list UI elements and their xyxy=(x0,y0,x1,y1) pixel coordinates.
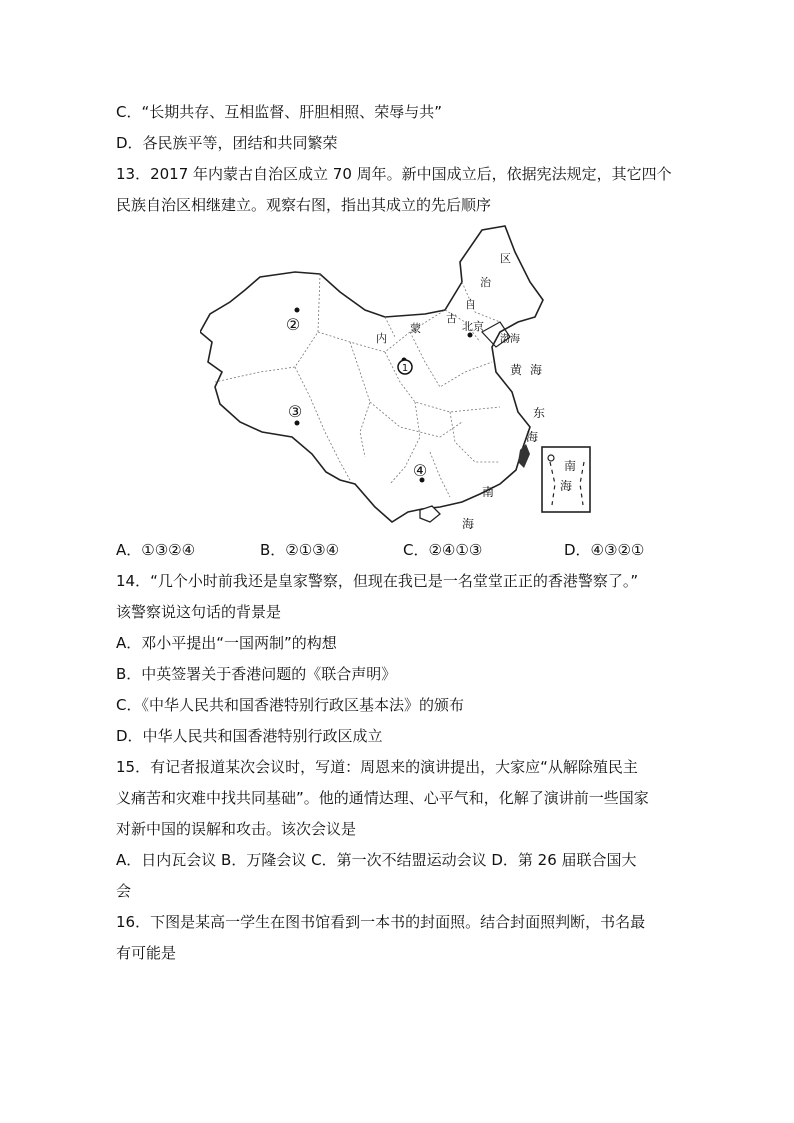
map-marker-3: ③ xyxy=(287,402,303,421)
label-beijing: 北京 xyxy=(462,320,484,333)
label-nanhai-2: 海 xyxy=(462,517,475,530)
q13-option-c: C．②④①③ xyxy=(403,541,483,559)
hainan xyxy=(420,506,440,522)
q12-option-c: C．“长期共存、互相监督、肝胆相照、荣辱与共” xyxy=(116,103,443,121)
province-borders xyxy=(215,274,500,497)
label-qu: 区 xyxy=(500,252,511,265)
q14-option-d: D．中华人民共和国香港特别行政区成立 xyxy=(116,727,383,745)
q16-stem-line-1: 16．下图是某高一学生在图书馆看到一本书的封面照。结合封面照判断，书名最 xyxy=(116,913,646,931)
q14-stem-line-1: 14．“几个小时前我还是皇家警察，但现在我已是一名堂堂正正的香港警察了。” xyxy=(116,572,639,590)
label-inset-1: 南 xyxy=(564,459,577,473)
china-map xyxy=(200,222,605,530)
q12-option-d: D．各民族平等，团结和共同繁荣 xyxy=(116,134,338,152)
label-nei: 内 xyxy=(376,332,387,345)
label-huanghai-2: 海 xyxy=(530,363,543,377)
q16-stem-line-2: 有可能是 xyxy=(116,944,177,962)
beijing-dot xyxy=(468,333,473,338)
label-donghai-2: 海 xyxy=(526,430,539,444)
q13-option-b: B．②①③④ xyxy=(260,541,340,559)
map-marker-1: 1 xyxy=(401,363,409,374)
label-nanhai-1: 南 xyxy=(482,485,495,499)
label-gu: 古 xyxy=(446,312,457,325)
q13-stem-line-1: 13．2017 年内蒙古自治区成立 70 周年。新中国成立后，依据宪法规定，其它四个 xyxy=(116,165,672,183)
marker-dot-2 xyxy=(295,308,300,313)
q14-stem-line-2: 该警察说这句话的背景是 xyxy=(116,603,282,621)
label-zhi: 治 xyxy=(480,276,491,289)
q14-option-a: A．邓小平提出“一国两制”的构想 xyxy=(116,634,337,652)
q15-stem-line-2: 义痛苦和灾难中找共同基础”。他的通情达理、心平气和，化解了演讲前一些国家 xyxy=(116,789,649,807)
q13-option-d: D．④③②① xyxy=(564,541,645,559)
label-zi: 自 xyxy=(465,298,476,311)
marker-dot-3 xyxy=(295,421,300,426)
map-marker-4: ④ xyxy=(412,461,428,480)
q15-stem-line-1: 15．有记者报道某次会议时，写道：周恩来的演讲提出，大家应“从解除殖民主 xyxy=(116,758,638,776)
q14-option-b: B．中英签署关于香港问题的《联合声明》 xyxy=(116,665,397,683)
q13-option-a: A．①③②④ xyxy=(116,541,196,559)
label-bohai: 渤海 xyxy=(500,334,520,345)
label-meng: 蒙 xyxy=(410,322,421,335)
taiwan xyxy=(518,444,530,468)
q13-stem-line-2: 民族自治区相继建立。观察右图，指出其成立的先后顺序 xyxy=(116,196,492,214)
label-inset-2: 海 xyxy=(560,479,573,493)
map-marker-2: ② xyxy=(285,315,301,334)
q14-option-c: C．《中华人民共和国香港特别行政区基本法》的颁布 xyxy=(116,696,464,714)
q15-options-line-1: A．日内瓦会议 B．万隆会议 C．第一次不结盟运动会议 D．第 26 届联合国大 xyxy=(116,851,637,869)
q15-stem-line-3: 对新中国的误解和攻击。该次会议是 xyxy=(116,820,357,838)
label-huanghai-1: 黄 xyxy=(510,363,523,377)
label-donghai-1: 东 xyxy=(533,406,546,420)
q15-options-line-2: 会 xyxy=(116,882,132,900)
